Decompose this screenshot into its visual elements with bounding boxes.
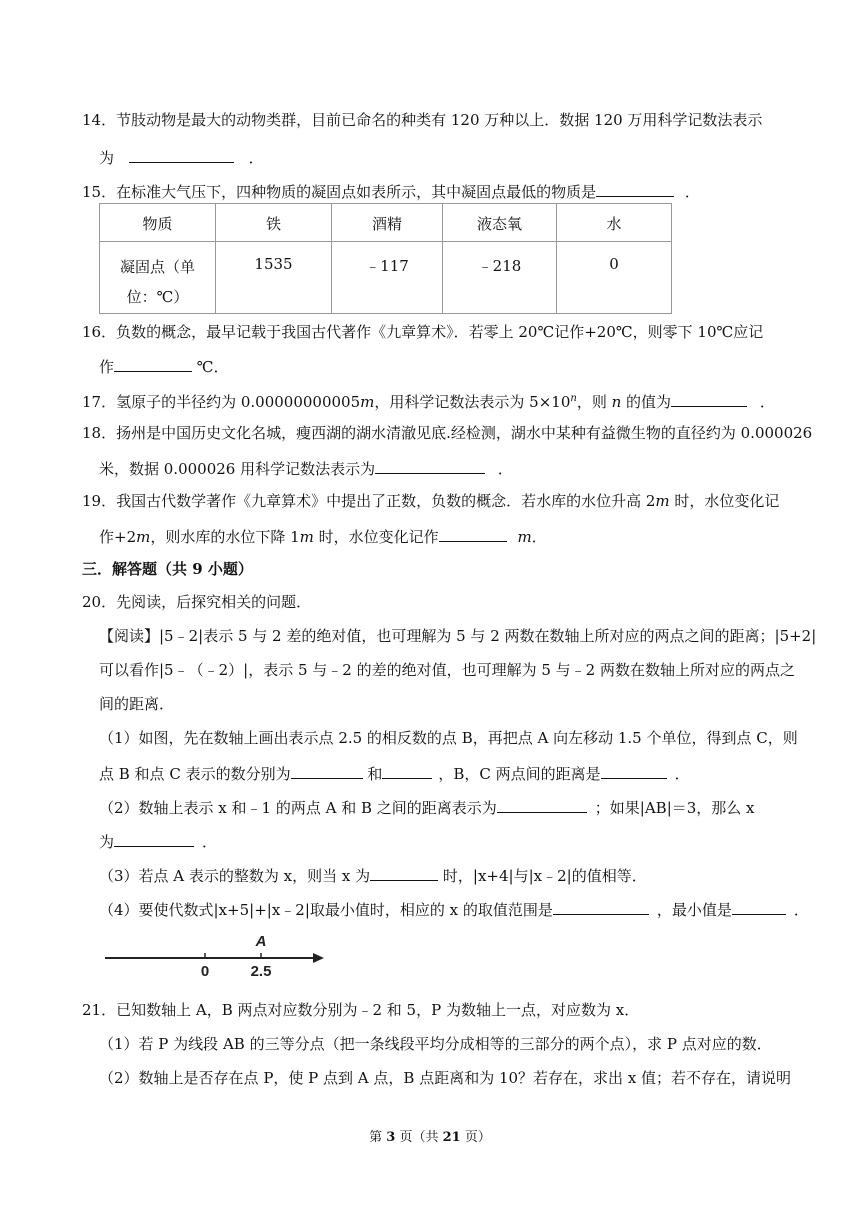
q16-answer-blank[interactable] xyxy=(114,355,192,372)
q16-line2-post: ℃． xyxy=(196,358,229,376)
q21-p2: （2）数轴上是否存在点 P，使 P 点到 A 点，B 点距离和为 10？若存在，求出 x 值；若不存在，请说明 xyxy=(99,1069,792,1087)
q20-p2-pre: 为 xyxy=(99,833,115,851)
table-header-cell: 水 xyxy=(557,204,672,242)
table-header-cell: 液态氧 xyxy=(443,204,557,242)
q19-unit: m xyxy=(517,528,532,546)
q19-line2-b: ，则水库的水位下降 1 xyxy=(150,528,300,546)
q21-line1: 21．已知数轴上 A，B 两点对应数分别为﹣2 和 5，P 为数轴上一点，对应数为 x． xyxy=(82,1001,640,1019)
point-a-label: A xyxy=(255,933,267,950)
q20-p3-line xyxy=(99,864,647,886)
row-label-line1: 凝固点（单 xyxy=(119,258,195,276)
table-cell: ﹣117 xyxy=(332,242,443,314)
q15-answer-blank[interactable] xyxy=(596,180,674,197)
q20-read3: 间的距离． xyxy=(99,695,175,713)
table-cell: ﹣218 xyxy=(443,242,557,314)
freezing-point-table xyxy=(99,203,672,314)
q20-p1-blank-b[interactable] xyxy=(291,762,363,779)
q20-p4-line xyxy=(99,898,809,920)
q20-p3-blank[interactable] xyxy=(370,864,438,881)
q14-answer-blank[interactable] xyxy=(129,146,234,163)
q17-pre: 17．氢原子的半径约为 0.00000000005 xyxy=(82,393,361,411)
q20-p3-a: （3）若点 A 表示的整数为 x，则当 x 为 xyxy=(99,867,371,885)
q14-line2 xyxy=(99,146,264,168)
q20-p4-b: ，最小值是 xyxy=(656,901,732,919)
q20-read2: 可以看作|5﹣（﹣2）|，表示 5 与﹣2 的差的绝对值，也可理解为 5 与﹣2 两数在数轴上所对应的两点之 xyxy=(99,661,795,679)
table-row xyxy=(100,204,672,242)
number-line-arrow xyxy=(313,953,324,963)
q18-line2-pre: 米，数据 0.000026 用科学记数法表示为 xyxy=(99,460,376,478)
q17-line xyxy=(82,389,775,412)
q20-p1-blank-c[interactable] xyxy=(382,762,432,779)
footer-a: 第 xyxy=(369,1130,387,1145)
footer-total: 21 xyxy=(442,1130,461,1145)
q16-line2 xyxy=(99,355,229,377)
q19-unit: m xyxy=(655,492,670,510)
q20-p1-blank-distance[interactable] xyxy=(601,762,667,779)
q17-mid2: ，则 xyxy=(576,393,612,411)
q17-exponent: n xyxy=(570,393,577,404)
q17-answer-blank[interactable] xyxy=(671,390,747,407)
q16-line1: 16．负数的概念，最早记载于我国古代著作《九章算术》．若零上 20℃记作+20℃，则零下 10℃应记 xyxy=(82,323,764,341)
q20-p2-a: （2）数轴上表示 x 和﹣1 的两点 A 和 B 之间的距离表示为 xyxy=(99,799,497,817)
q19-answer-blank[interactable] xyxy=(439,525,507,542)
q15-line1-post: ． xyxy=(684,183,700,201)
q16-line2-pre: 作 xyxy=(99,358,115,376)
q15-line1 xyxy=(82,180,700,202)
table-header-cell: 酒精 xyxy=(332,204,443,242)
q20-p2-blank-distance[interactable] xyxy=(497,796,587,813)
q20-p2-line2 xyxy=(99,830,217,852)
q18-line1: 18．扬州是中国历史文化名城，瘦西湖的湖水清澈见底.经检测，湖水中某种有益微生物的直径约为 0.000026 xyxy=(82,424,813,442)
q20-p4-blank-min[interactable] xyxy=(732,898,786,915)
q20-read1: 【阅读】|5﹣2|表示 5 与 2 差的绝对值，也可理解为 5 与 2 两数在数轴上所对应的两点之间的距离；|5+2| xyxy=(99,627,817,645)
q19-line1-post: 时，水位变化记 xyxy=(669,492,780,510)
q20-p2-b: ；如果|AB|＝3，那么 x xyxy=(594,799,755,817)
q17-post-pre: 的值为 xyxy=(621,393,672,411)
q18-answer-blank[interactable] xyxy=(375,457,485,474)
q20-p1-line1: （1）如图，先在数轴上画出表示点 2.5 的相反数的点 B，再把点 A 向左移动 1.5 个单位，得到点 C，则 xyxy=(99,729,798,747)
q19-line1 xyxy=(82,491,779,511)
q20-p2-line1 xyxy=(99,796,755,818)
q20-p4-c: ． xyxy=(793,901,809,919)
q20-p2-post: ． xyxy=(202,833,218,851)
q20-p1-a: 点 B 和点 C 表示的数分别为 xyxy=(99,765,291,783)
page-footer xyxy=(0,1126,860,1145)
q19-line2 xyxy=(99,525,547,547)
footer-page: 3 xyxy=(386,1130,396,1145)
table-cell: 1535 xyxy=(216,242,332,314)
q20-p1-line2 xyxy=(99,762,690,784)
q17-var: n xyxy=(611,393,622,411)
q17-post: ． xyxy=(759,393,775,411)
q20-p1-d: ． xyxy=(674,765,690,783)
q20-p3-b: 时，|x+4|与|x﹣2|的值相等． xyxy=(438,867,647,885)
section-heading: 三．解答题（共 9 小题） xyxy=(82,560,253,578)
q18-line2-post: ． xyxy=(497,460,513,478)
q19-unit: m xyxy=(299,528,314,546)
table-row-label xyxy=(100,242,216,314)
q19-line2-d: ． xyxy=(531,528,547,546)
q19-line1-pre: 19．我国古代数学著作《九章算术》中提出了正数，负数的概念．若水库的水位升高 2 xyxy=(82,492,656,510)
q20-p2-blank-x[interactable] xyxy=(114,830,194,847)
q20-p1-b: 和 xyxy=(362,765,383,783)
q14-line2-post: ． xyxy=(248,149,264,167)
q20-p1-c: ，B，C 两点间的距离是 xyxy=(438,765,601,783)
table-header-cell: 铁 xyxy=(216,204,332,242)
q17-unit: m xyxy=(360,393,375,411)
q17-mid: ，用科学记数法表示为 5×10 xyxy=(374,393,571,411)
q15-line1-pre: 15．在标准大气压下，四种物质的凝固点如表所示，其中凝固点最低的物质是 xyxy=(82,183,597,201)
q19-unit: m xyxy=(136,528,151,546)
q20-p4-blank-range[interactable] xyxy=(553,898,649,915)
q20-title: 20．先阅读，后探究相关的问题． xyxy=(82,593,312,611)
q19-line2-a: 作+2 xyxy=(99,528,137,546)
row-label-line2: 位：℃） xyxy=(126,288,189,306)
tick-label-zero: 0 xyxy=(200,963,210,980)
q14-line2-pre: 为 xyxy=(99,149,115,167)
q18-line2 xyxy=(99,457,513,479)
q19-line2-c: 时，水位变化记作 xyxy=(313,528,439,546)
table-row xyxy=(100,242,672,314)
tick-label-a: 2.5 xyxy=(250,963,272,980)
footer-c: 页） xyxy=(460,1130,491,1145)
number-line-figure xyxy=(100,930,330,980)
q14-line1: 14．节肢动物是最大的动物类群，目前已命名的种类有 120 万种以上．数据 120 万用科学记数法表示 xyxy=(82,111,763,129)
footer-b: 页（共 xyxy=(395,1130,443,1145)
table-header-cell: 物质 xyxy=(100,204,216,242)
q20-p4-a: （4）要使代数式|x+5|+|x﹣2|取最小值时，相应的 x 的取值范围是 xyxy=(99,901,553,919)
table-cell: 0 xyxy=(557,242,672,314)
q21-p1: （1）若 P 为线段 AB 的三等分点（把一条线段平均分成相等的三部分的两个点），求 P 点对应的数． xyxy=(99,1035,772,1053)
